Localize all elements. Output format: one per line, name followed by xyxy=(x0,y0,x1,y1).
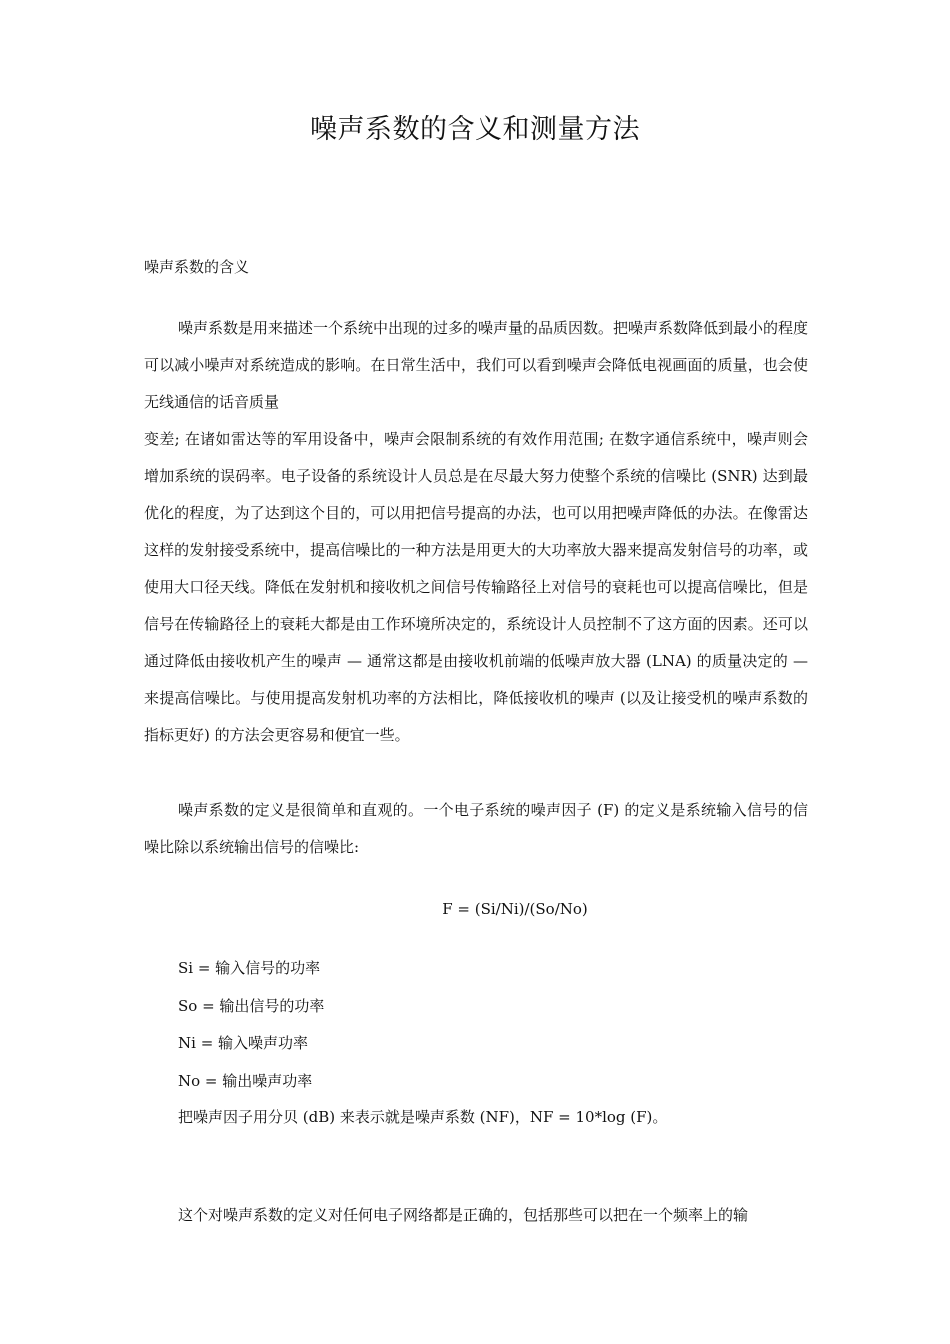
definition-no: No = 输出噪声功率 xyxy=(178,1071,313,1090)
variable-definitions xyxy=(178,953,324,1103)
definition-si: Si = 输入信号的功率 xyxy=(178,959,321,977)
definition-so: So = 输出信号的功率 xyxy=(178,996,325,1015)
paragraph-definition: 噪声系数的定义是很简单和直观的。一个电子系统的噪声因子 (F) 的定义是系统输入信号的信噪比除以系统输出信号的信噪比: xyxy=(144,801,808,856)
paragraph-network: 这个对噪声系数的定义对任何电子网络都是正确的，包括那些可以把在一个频率上的输 xyxy=(178,1206,749,1224)
page-title: 噪声系数的含义和测量方法 xyxy=(310,114,640,145)
paragraph-intro: 噪声系数是用来描述一个系统中出现的过多的噪声量的品质因数。把噪声系数降低到最小的程度可以减小噪声对系统造成的影响。在日常生活中，我们可以看到噪声会降低电视画面的质量，也会使无线通信的话音质量 xyxy=(144,319,809,411)
noise-figure-definition: 把噪声因子用分贝 (dB) 来表示就是噪声系数 (NF)，NF = 10*log (F)。 xyxy=(178,1108,668,1126)
section-heading: 噪声系数的含义 xyxy=(144,258,250,276)
paragraph-intro-continued: 变差; 在诸如雷达等的军用设备中，噪声会限制系统的有效作用范围; 在数字通信系统中，噪声则会增加系统的误码率。电子设备的系统设计人员总是在尽最大努力使整个系统的信噪比 (SNR) 达到最优化的程度，为了达到这个目的，可以用把信号提高的办法，也可以用把噪声降低的办法。在像雷达这样的发射接受系统中，提高信噪比的一种方法是用更大的大功率放大器来提高发射信号的功率，或使用大口径天线。降低在发射机和接收机之间信号传输路径上对信号的衰耗也可以提高信噪比，但是信号在传输路径上的衰耗大都是由工作环境所决定的，系统设计人员控制不了这方面的因素。还可以通过降低由接收机产生的噪声 — 通常这都是由接收机前端的低噪声放大器 (LNA) 的质量决定的 — 来提高信噪比。与使用提高发射机功率的方法相比，降低接收机的噪声 (以及让接受机的噪声系数的指标更好) 的方法会更容易和便宜一些。 xyxy=(144,430,808,744)
noise-factor-formula: F = (Si/Ni)/(So/No) xyxy=(442,900,588,918)
definition-ni: Ni = 输入噪声功率 xyxy=(178,1034,309,1052)
